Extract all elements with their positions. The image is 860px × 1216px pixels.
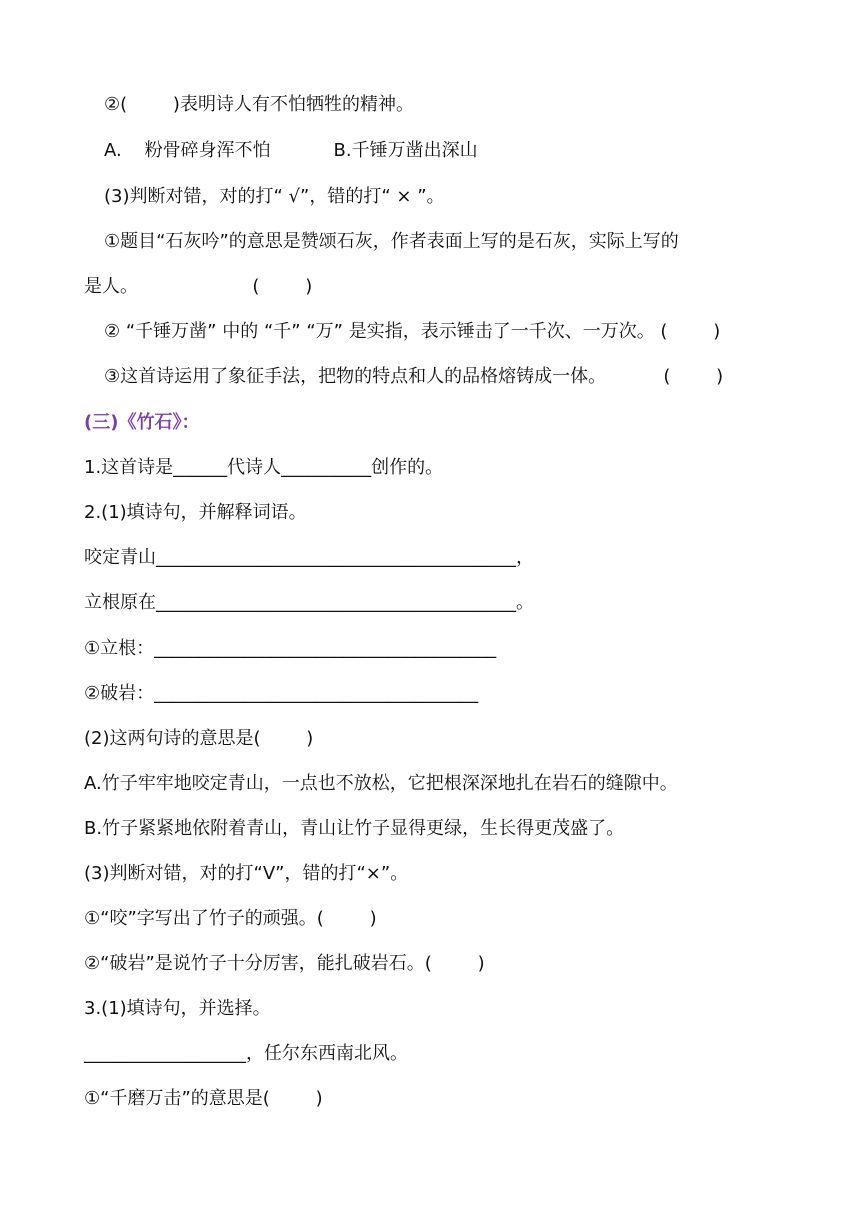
- q1-line: 1.这首诗是______代诗人__________创作的。: [84, 457, 444, 478]
- poem-line-2-blank: 立根原在________________________________________。: [84, 592, 534, 613]
- judge-item-1: ①题目“石灰吟”的意思是赞颂石灰，作者表面上写的是石灰，实际上写的: [104, 231, 679, 252]
- judge-instruction: (3)判断对错，对的打“ √”，错的打“ × ”。: [104, 186, 445, 207]
- q2-1-title: 2.(1)填诗句，并解释词语。: [84, 502, 307, 523]
- word-poyan: ②破岩：____________________________________: [84, 683, 479, 704]
- section-title-zhushi: (三)《竹石》：: [84, 412, 200, 433]
- q2-3-title: (3)判断对错，对的打“V”，错的打“×”。: [84, 863, 409, 884]
- q3-1-title: 3.(1)填诗句，并选择。: [84, 998, 271, 1019]
- q2-2-title: (2)这两句诗的意思是( ): [84, 728, 314, 749]
- poem-line-1-blank: 咬定青山________________________________________，: [84, 547, 534, 568]
- q3-meaning: ①“千磨万击”的意思是( ): [84, 1088, 323, 1109]
- option-b: B.竹子紧紧地依附着青山，青山让竹子显得更绿，生长得更茂盛了。: [84, 818, 625, 839]
- option-a: A.竹子牢牢地咬定青山，一点也不放松，它把根深深地扎在岩石的缝隙中。: [84, 773, 678, 794]
- judge-yao: ①“咬”字写出了竹子的顽强。( ): [84, 908, 377, 929]
- options-line: A. 粉骨碎身浑不怕 B.千锤万凿出深山: [104, 140, 478, 161]
- judge-item-3: ③这首诗运用了象征手法，把物的特点和人的品格熔铸成一体。 ( ): [104, 366, 724, 387]
- judge-item-2: ② “千锤万凿” 中的 “千” “万” 是实指，表示锤击了一千次、一万次。 ( ): [104, 321, 721, 342]
- judge-poyan: ②“破岩”是说竹子十分厉害，能扎破岩石。( ): [84, 953, 485, 974]
- word-liqen: ①立根：______________________________________: [84, 638, 497, 659]
- poem-line-3-blank: __________________，任尔东西南北风。: [84, 1043, 408, 1064]
- judge-item-1-cont: 是人。 ( ): [84, 276, 313, 297]
- question-line-2-blank: ②( )表明诗人有不怕牺牲的精神。: [104, 94, 414, 115]
